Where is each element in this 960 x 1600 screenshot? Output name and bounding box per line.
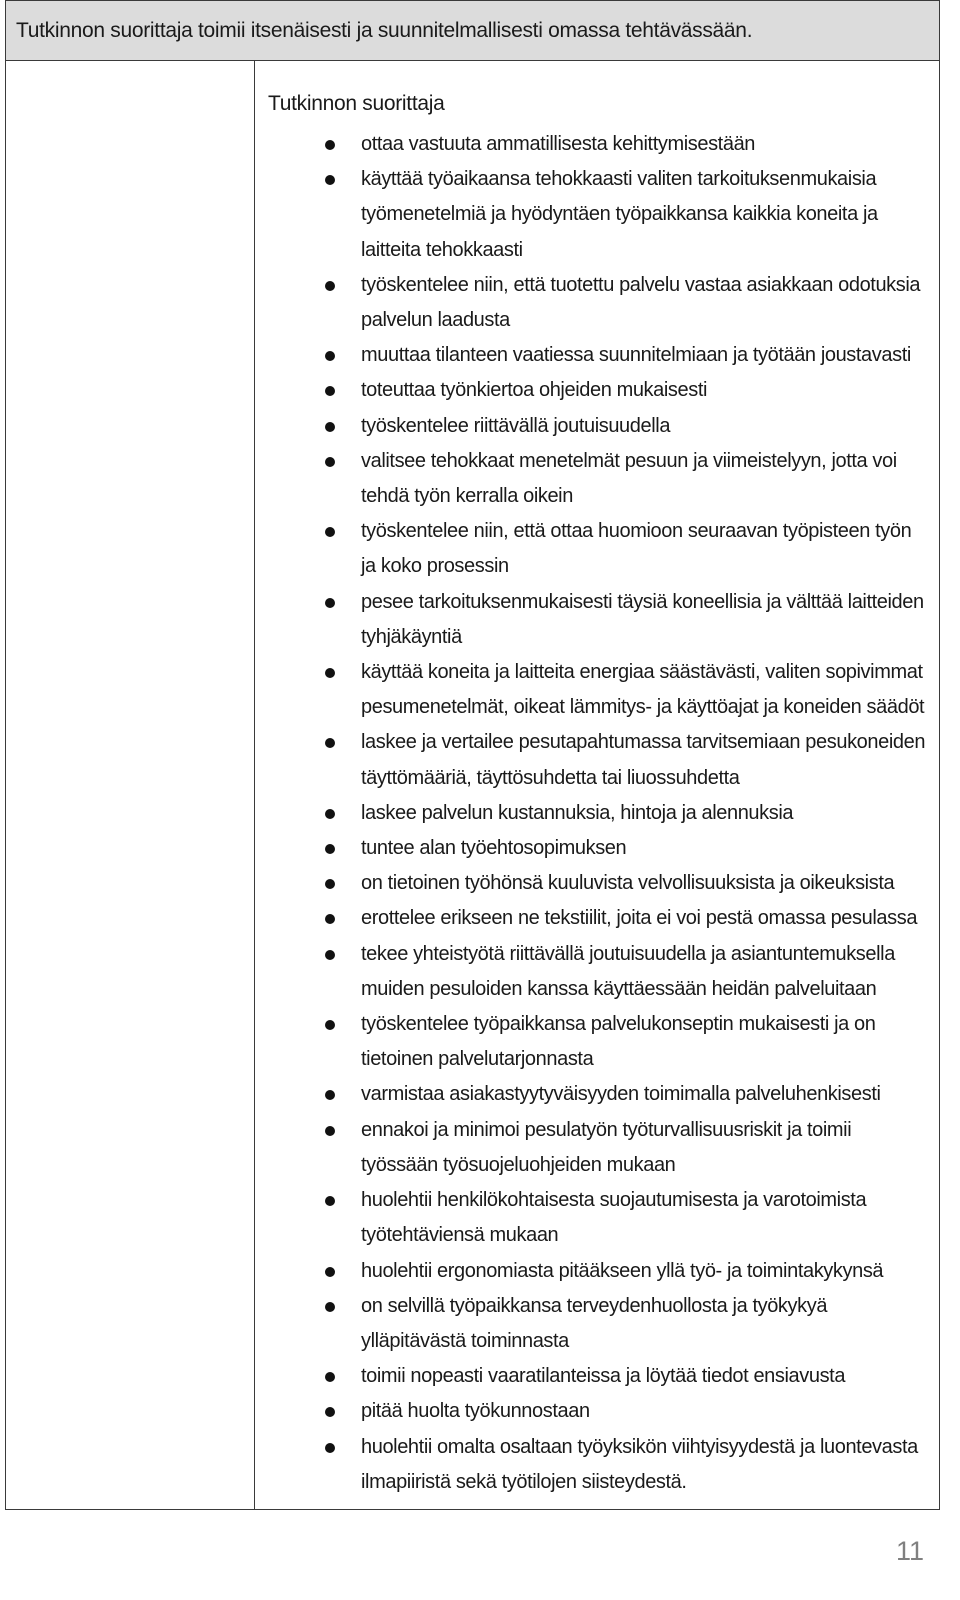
bullet-icon xyxy=(325,1090,335,1100)
criteria-list-item xyxy=(268,831,931,866)
criteria-item-text: erottelee erikseen ne tekstiilit, joita ei voi pestä omassa pesulassa xyxy=(361,907,918,930)
bullet-icon xyxy=(325,668,335,678)
criteria-list xyxy=(268,127,931,1500)
criteria-list-item xyxy=(268,655,931,725)
bullet-icon xyxy=(325,527,335,537)
bullet-icon xyxy=(325,140,335,150)
criteria-item-text: ennakoi ja minimoi pesulatyön työturvallisuusriskit ja toimii työssään työsuojeluohjeiden mukaan xyxy=(361,1118,852,1176)
criteria-list-item xyxy=(268,1113,931,1183)
criteria-list-item xyxy=(268,409,931,444)
table-header-text: Tutkinnon suorittaja toimii itsenäisesti ja suunnitelmallisesti omassa tehtävässään. xyxy=(16,18,753,42)
bullet-icon xyxy=(325,422,335,432)
bullet-icon xyxy=(325,351,335,361)
criteria-table xyxy=(5,0,940,1510)
criteria-item-text: tuntee alan työehtosopimuksen xyxy=(361,837,627,860)
criteria-list-item xyxy=(268,373,931,408)
bullet-icon xyxy=(325,1126,335,1136)
criteria-item-text: tekee yhteistyötä riittävällä joutuisuudella ja asiantuntemuksella muiden pesuloiden kanssa käyttäessään heidän palveluitaan xyxy=(361,942,895,1000)
criteria-list-item xyxy=(268,937,931,1007)
criteria-list-item xyxy=(268,444,931,514)
criteria-item-text: käyttää työaikaansa tehokkaasti valiten tarkoituksenmukaisia työmenetelmiä ja hyödyntäen työpaikkansa kaikkia koneita ja laitteita tehokkaasti xyxy=(361,168,878,261)
criteria-list-item xyxy=(268,725,931,795)
bullet-icon xyxy=(325,914,335,924)
bullet-icon xyxy=(325,1407,335,1417)
criteria-list-item xyxy=(268,796,931,831)
empty-left-cell xyxy=(6,61,255,1509)
criteria-cell xyxy=(268,86,931,1500)
criteria-item-text: huolehtii ergonomiasta pitääkseen yllä työ- ja toimintakykynsä xyxy=(361,1259,884,1282)
criteria-item-text: laskee palvelun kustannuksia, hintoja ja alennuksia xyxy=(361,801,794,824)
criteria-item-text: työskentelee työpaikkansa palvelukonseptin mukaisesti ja on tietoinen palvelutarjonnasta xyxy=(361,1013,876,1071)
bullet-icon xyxy=(325,175,335,185)
criteria-list-item xyxy=(268,1394,931,1429)
criteria-item-text: muuttaa tilanteen vaatiessa suunnitelmiaan ja työtään joustavasti xyxy=(361,344,911,367)
bullet-icon xyxy=(325,386,335,396)
criteria-list-item xyxy=(268,1289,931,1359)
bullet-icon xyxy=(325,598,335,608)
criteria-item-text: on selvillä työpaikkansa terveydenhuollosta ja työkykyä ylläpitävästä toiminnasta xyxy=(361,1294,828,1352)
criteria-item-text: toteuttaa työnkiertoa ohjeiden mukaisesti xyxy=(361,379,708,402)
criteria-item-text: huolehtii omalta osaltaan työyksikön viihtyisyydestä ja luontevasta ilmapiiristä sekä työtilojen siisteydestä. xyxy=(361,1435,918,1493)
criteria-item-text: käyttää koneita ja laitteita energiaa säästävästi, valiten sopivimmat pesumenetelmät, oikeat lämmitys- ja käyttöajat ja koneiden säädöt xyxy=(361,661,925,719)
criteria-item-text: laskee ja vertailee pesutapahtumassa tarvitsemiaan pesukoneiden täyttömääriä, täyttösuhdetta tai liuossuhdetta xyxy=(361,731,926,789)
bullet-icon xyxy=(325,809,335,819)
bullet-icon xyxy=(325,1267,335,1277)
criteria-item-text: ottaa vastuuta ammatillisesta kehittymisestään xyxy=(361,133,756,155)
bullet-icon xyxy=(325,1196,335,1206)
bullet-icon xyxy=(325,1302,335,1312)
criteria-list-item xyxy=(268,585,931,655)
criteria-list-item xyxy=(268,514,931,584)
table-body-row xyxy=(6,61,939,1509)
criteria-item-text: työskentelee riittävällä joutuisuudella xyxy=(361,414,671,437)
criteria-list-item xyxy=(268,268,931,338)
bullet-icon xyxy=(325,738,335,748)
criteria-item-text: pesee tarkoituksenmukaisesti täysiä koneellisia ja välttää laitteiden tyhjäkäyntiä xyxy=(361,590,924,648)
bullet-icon xyxy=(325,281,335,291)
criteria-list-item xyxy=(268,901,931,936)
criteria-list-item xyxy=(268,127,931,162)
criteria-item-text: pitää huolta työkunnostaan xyxy=(361,1400,590,1423)
criteria-list-item xyxy=(268,1430,931,1500)
table-header xyxy=(6,1,939,61)
bullet-icon xyxy=(325,1372,335,1382)
bullet-icon xyxy=(325,950,335,960)
page-number: 11 xyxy=(895,1536,924,1566)
criteria-list-item xyxy=(268,1183,931,1253)
criteria-item-text: valitsee tehokkaat menetelmät pesuun ja viimeistelyyn, jotta voi tehdä työn kerralla oikein xyxy=(361,449,897,508)
criteria-list-item xyxy=(268,338,931,373)
criteria-list-item xyxy=(268,1007,931,1077)
bullet-icon xyxy=(325,457,335,467)
criteria-list-item xyxy=(268,162,931,268)
criteria-item-text: on tietoinen työhönsä kuuluvista velvollisuuksista ja oikeuksista xyxy=(361,872,895,895)
bullet-icon xyxy=(325,1443,335,1453)
criteria-item-text: varmistaa asiakastyytyväisyyden toimimalla palveluhenkisesti xyxy=(361,1083,881,1106)
criteria-item-text: toimii nopeasti vaaratilanteissa ja löytää tiedot ensiavusta xyxy=(361,1365,846,1388)
criteria-intro: Tutkinnon suorittaja xyxy=(268,92,445,115)
criteria-list-item xyxy=(268,1359,931,1394)
criteria-list-item xyxy=(268,866,931,901)
bullet-icon xyxy=(325,1020,335,1030)
bullet-icon xyxy=(325,844,335,854)
criteria-item-text: työskentelee niin, että ottaa huomioon seuraavan työpisteen työn ja koko prosessin xyxy=(361,520,912,578)
criteria-item-text: työskentelee niin, että tuotettu palvelu vastaa asiakkaan odotuksia palvelun laadusta xyxy=(361,273,921,332)
criteria-item-text: huolehtii henkilökohtaisesta suojautumisesta ja varotoimista työtehtäviensä mukaan xyxy=(361,1189,867,1247)
criteria-list-item xyxy=(268,1077,931,1112)
bullet-icon xyxy=(325,879,335,889)
criteria-list-item xyxy=(268,1254,931,1289)
